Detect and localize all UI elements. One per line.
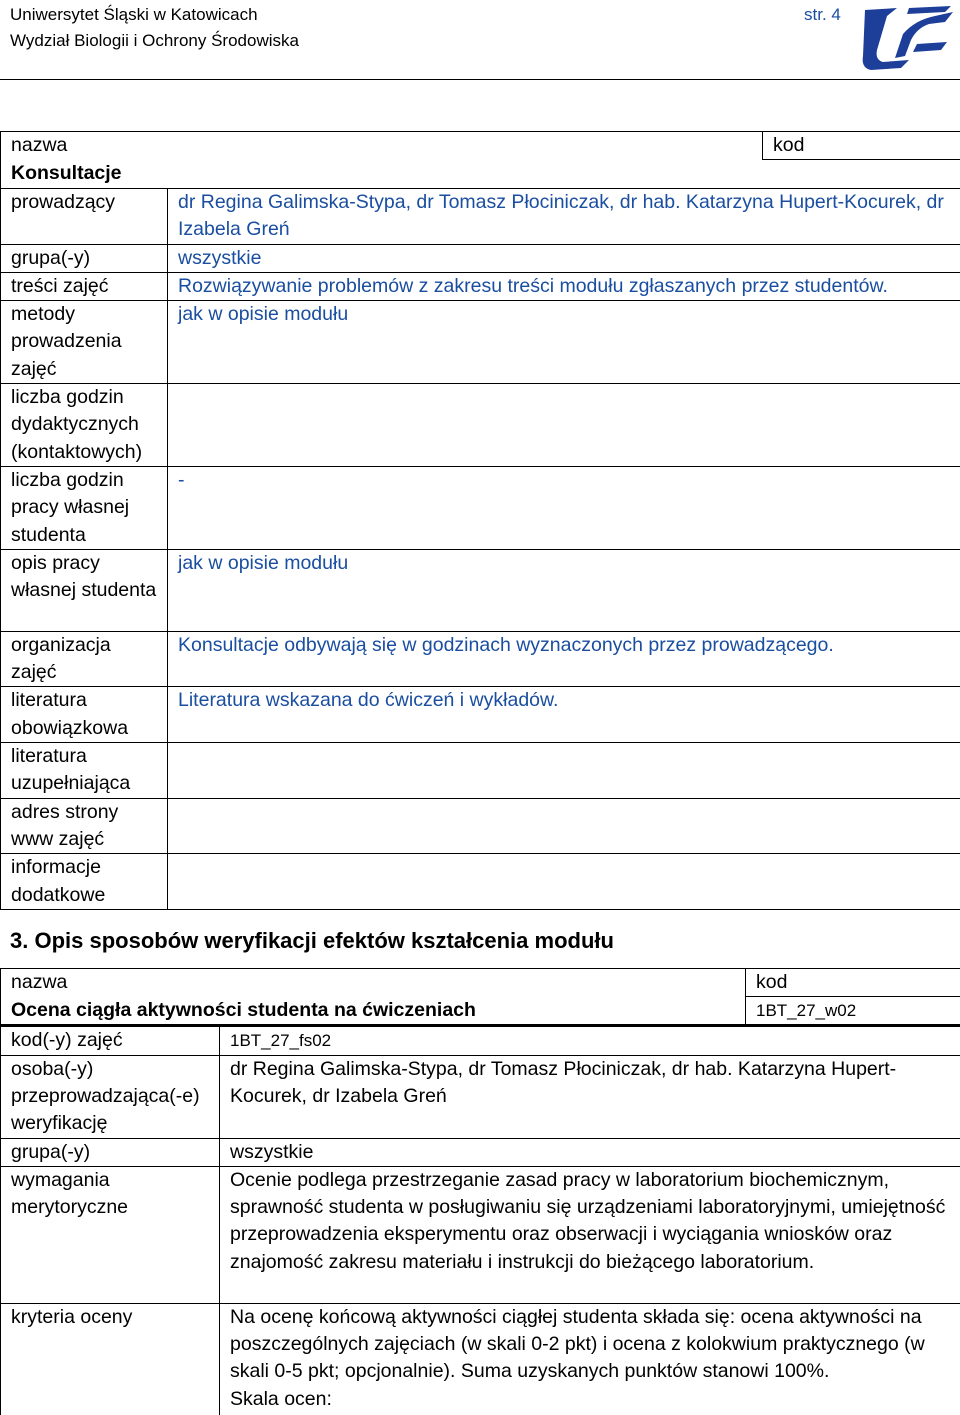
row-label-self-study-description: opis pracy własnej studenta [1,549,168,631]
row-value-additional-info [168,854,960,910]
row-value-organization: Konsultacje odbywają się w godzinach wyznaczonych przez prowadzącego. [168,631,960,687]
row-value-verification-groups: wszystkie [220,1138,960,1166]
page-number: str. 4 [804,3,841,27]
row-label-contact-hours: liczba godzin dydaktycznych (kontaktowych) [1,384,168,467]
row-label-class-codes: kod(-y) zajęć [1,1026,220,1055]
row-value-contact-hours [168,384,960,467]
university-logo [857,4,955,72]
row-label-criteria: kryteria oceny [1,1303,220,1415]
row-label-additional-info: informacje dodatkowe [1,854,168,910]
verification-code: 1BT_27_w02 [746,997,960,1026]
verification-table [0,968,960,1415]
row-value-website [168,798,960,854]
row-value-content: Rozwiązywanie problemów z zakresu treści modułu zgłaszanych przez studentów. [168,272,960,300]
row-label-content: treści zajęć [1,272,168,300]
row-label-verification-groups: grupa(-y) [1,1138,220,1166]
row-value-self-study-hours: - [168,466,960,549]
name-label: nazwa [1,132,763,160]
row-label-verifiers: osoba(-y) przeprowadzająca(-e) weryfikację [1,1055,220,1138]
row-label-organization: organizacja zajęć [1,631,168,687]
row-value-self-study-description: jak w opisie modułu [168,549,960,631]
row-label-methods: metody prowadzenia zajęć [1,301,168,384]
row-value-verifiers: dr Regina Galimska-Stypa, dr Tomasz Płociniczak, dr hab. Katarzyna Hupert-Kocurek, dr Izabela Greń [220,1055,960,1138]
row-value-criteria [220,1303,960,1415]
verification-name-label: nazwa [1,969,746,997]
verification-code-label: kod [746,969,960,997]
row-value-requirements: Ocenie podlega przestrzeganie zasad pracy w laboratorium biochemicznym, sprawność studenta w posługiwaniu się urządzeniami laboratoryjnymi, umiejętność przeprowadzenia eksperymentu oraz obserwacji i wyciągania wniosków oraz znajomość zakresu materiału i instrukcji do bieżącego laboratorium. [220,1166,960,1303]
row-label-website: adres strony www zajęć [1,798,168,854]
criteria-text: Na ocenę końcową aktywności ciągłej studenta składa się: ocena aktywności na poszczególnych zajęciach (w skali 0-2 pkt) i ocena z kolokwium praktycznego (w skali 0-5 pkt; opcjonalnie). Suma uzyskanych punktów stanowi 100%. [230,1304,954,1386]
grading-scale-label: Skala ocen: [230,1386,954,1413]
row-label-required-literature: literatura obowiązkowa [1,687,168,743]
row-value-methods: jak w opisie modułu [168,301,960,384]
university-name: Uniwersytet Śląski w Katowicach [10,3,258,27]
module-table [0,131,960,910]
row-value-required-literature: Literatura wskazana do ćwiczeń i wykładów. [168,687,960,743]
row-value-instructor: dr Regina Galimska-Stypa, dr Tomasz Płociniczak, dr hab. Katarzyna Hupert-Kocurek, dr Izabela Greń [168,188,960,244]
module-name: Konsultacje [1,160,960,188]
row-label-instructor: prowadzący [1,188,168,244]
section-title: 3. Opis sposobów weryfikacji efektów kształcenia modułu [10,926,614,956]
header-rule [0,79,960,80]
row-label-requirements: wymagania merytoryczne [1,1166,220,1303]
code-label: kod [763,132,960,160]
row-value-groups: wszystkie [168,244,960,272]
row-label-groups: grupa(-y) [1,244,168,272]
verification-name: Ocena ciągła aktywności studenta na ćwiczeniach [1,997,746,1026]
row-label-self-study-hours: liczba godzin pracy własnej studenta [1,466,168,549]
faculty-name: Wydział Biologii i Ochrony Środowiska [10,29,299,53]
row-value-class-codes: 1BT_27_fs02 [220,1026,960,1055]
row-label-supplementary-literature: literatura uzupełniająca [1,743,168,799]
row-value-supplementary-literature [168,743,960,799]
